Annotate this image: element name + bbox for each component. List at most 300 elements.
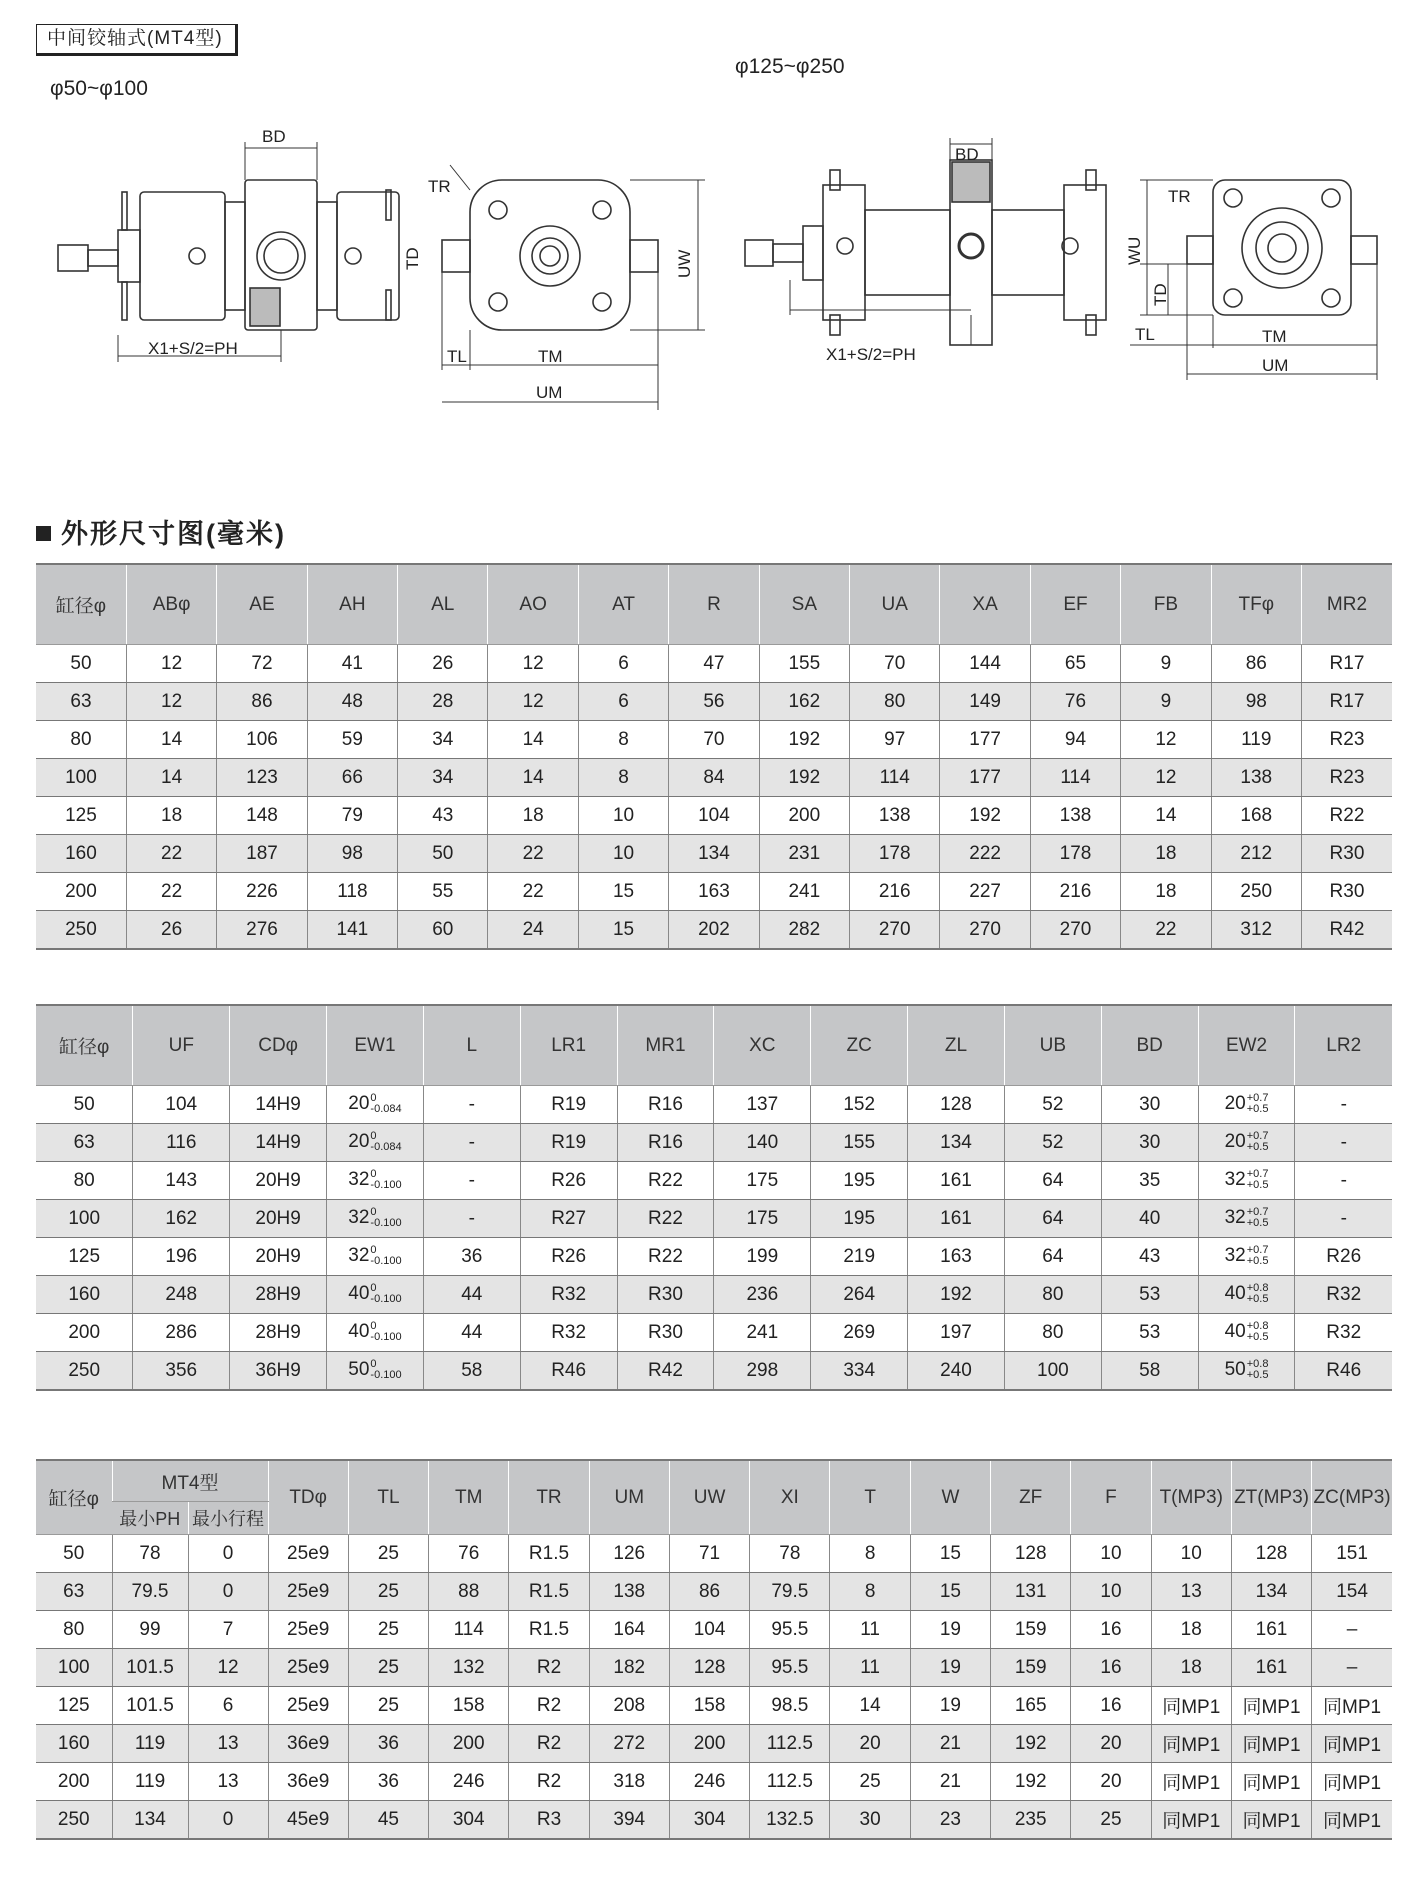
table-cell: 44 xyxy=(423,1314,520,1352)
column-header: MR1 xyxy=(617,1005,714,1086)
table-cell: 34 xyxy=(398,759,488,797)
table-cell: 9 xyxy=(1121,683,1211,721)
table-cell: 132.5 xyxy=(750,1801,830,1840)
table-cell: 128 xyxy=(1231,1535,1311,1573)
table-cell: 178 xyxy=(1030,835,1120,873)
table-cell: R32 xyxy=(520,1314,617,1352)
table-cell: 104 xyxy=(669,797,759,835)
table-cell: 30 xyxy=(1101,1086,1198,1124)
ew1-cell-lower: -0.100 xyxy=(370,1217,402,1230)
label-um-2: UM xyxy=(1262,356,1289,375)
table-cell: 138 xyxy=(589,1573,669,1611)
column-header: TM xyxy=(429,1460,509,1535)
table-cell: 19 xyxy=(910,1687,990,1725)
label-tr-1: TR xyxy=(428,177,451,196)
table-row xyxy=(36,721,1392,759)
table-cell: 15 xyxy=(578,873,668,911)
table-cell: 200 xyxy=(759,797,849,835)
table-row xyxy=(36,1086,1392,1124)
table-cell: 161 xyxy=(908,1162,1005,1200)
table-cell: 23 xyxy=(910,1801,990,1840)
table-cell: 28H9 xyxy=(230,1314,327,1352)
table-cell: 182 xyxy=(589,1649,669,1687)
table-row xyxy=(36,683,1392,721)
table-cell: R16 xyxy=(617,1124,714,1162)
table-cell: R2 xyxy=(509,1763,589,1801)
table-cell: R2 xyxy=(509,1649,589,1687)
table-cell: 155 xyxy=(759,645,849,683)
table-cell: 134 xyxy=(908,1124,1005,1162)
table-cell: 14 xyxy=(830,1687,910,1725)
table-cell: 28H9 xyxy=(230,1276,327,1314)
ew2-cell-upper: +0.7 xyxy=(1246,1130,1269,1143)
ew2-cell-upper: +0.7 xyxy=(1246,1092,1269,1105)
table-cell: 202 xyxy=(669,911,759,950)
table-cell: 18 xyxy=(1151,1649,1231,1687)
table-cell: 21 xyxy=(910,1763,990,1801)
ew1-cell-base: 50 xyxy=(348,1359,370,1381)
table-cell: 11 xyxy=(830,1649,910,1687)
table-cell: 208 xyxy=(589,1687,669,1725)
column-header: AO xyxy=(488,564,578,645)
column-header: ZF xyxy=(991,1460,1071,1535)
table-cell: 同MP1 xyxy=(1231,1801,1311,1840)
column-header: LR1 xyxy=(520,1005,617,1086)
section-title xyxy=(36,512,286,551)
table-cell: 187 xyxy=(217,835,307,873)
table-cell: 163 xyxy=(908,1238,1005,1276)
table-cell: 80 xyxy=(36,1162,133,1200)
table-row xyxy=(36,873,1392,911)
table-cell: 26 xyxy=(126,911,216,950)
table-cell: 216 xyxy=(1030,873,1120,911)
table-cell: R16 xyxy=(617,1086,714,1124)
table-cell: 158 xyxy=(429,1687,509,1725)
table-cell: 22 xyxy=(488,873,578,911)
table-cell: 131 xyxy=(991,1573,1071,1611)
column-header: FB xyxy=(1121,564,1211,645)
ew2-cell-lower: +0.5 xyxy=(1246,1141,1269,1154)
column-header: EW1 xyxy=(327,1005,424,1086)
table-cell: 178 xyxy=(850,835,940,873)
table-cell: 56 xyxy=(669,683,759,721)
column-header: UF xyxy=(133,1005,230,1086)
table-cell: 25 xyxy=(348,1573,428,1611)
table-cell: 144 xyxy=(940,645,1030,683)
table-cell: 250 xyxy=(36,1801,112,1840)
column-header: ZL xyxy=(908,1005,1005,1086)
table-cell: 250 xyxy=(36,911,126,950)
table-cell: 98.5 xyxy=(750,1687,830,1725)
table-row xyxy=(36,1801,1392,1840)
ew1-cell-upper: 0 xyxy=(370,1244,377,1257)
table-cell: 44 xyxy=(423,1276,520,1314)
table-cell: 155 xyxy=(811,1124,908,1162)
table-cell: 64 xyxy=(1004,1162,1101,1200)
ew1-cell xyxy=(327,1352,424,1391)
mount-type-title: 中间铰轴式(MT4型) xyxy=(36,24,238,56)
ew2-cell-tolerance xyxy=(1247,1169,1269,1191)
ew2-cell-lower: +0.5 xyxy=(1246,1369,1269,1382)
ew2-cell-tolerance xyxy=(1247,1359,1269,1381)
ew1-cell-base: 20 xyxy=(348,1093,370,1115)
table-cell: R2 xyxy=(509,1725,589,1763)
table-row xyxy=(36,1535,1392,1573)
ew2-cell xyxy=(1198,1162,1295,1200)
ew2-cell-lower: +0.5 xyxy=(1246,1293,1269,1306)
ew1-cell-base: 40 xyxy=(348,1283,370,1305)
ew1-cell-upper: 0 xyxy=(370,1358,377,1371)
table-cell: R30 xyxy=(1301,835,1392,873)
table-cell: 138 xyxy=(850,797,940,835)
table-cell: 112.5 xyxy=(750,1763,830,1801)
column-header: W xyxy=(910,1460,990,1535)
table-cell: 304 xyxy=(669,1801,749,1840)
table-cell: R32 xyxy=(1295,1314,1392,1352)
ew2-cell xyxy=(1198,1352,1295,1391)
table-cell: 164 xyxy=(589,1611,669,1649)
table-cell: 同MP1 xyxy=(1231,1687,1311,1725)
table-cell: 175 xyxy=(714,1162,811,1200)
table-cell: 50 xyxy=(36,1535,112,1573)
table-cell: 114 xyxy=(429,1611,509,1649)
table-cell: 219 xyxy=(811,1238,908,1276)
column-header: AE xyxy=(217,564,307,645)
table-cell: 36 xyxy=(348,1763,428,1801)
table-cell: 97 xyxy=(850,721,940,759)
table-cell: 24 xyxy=(488,911,578,950)
table-cell: R42 xyxy=(617,1352,714,1391)
column-subheader: 最小行程 xyxy=(188,1502,268,1535)
label-bd-2: BD xyxy=(955,145,979,164)
ew1-cell-tolerance xyxy=(370,1207,401,1229)
table-cell: 10 xyxy=(1151,1535,1231,1573)
table-cell: R22 xyxy=(617,1162,714,1200)
table-cell: 25 xyxy=(1071,1801,1151,1840)
table-cell: 19 xyxy=(910,1611,990,1649)
label-wu-2: WU xyxy=(1125,236,1144,265)
table-cell: 119 xyxy=(112,1763,188,1801)
ew2-cell xyxy=(1198,1238,1295,1276)
table-header-row xyxy=(36,1005,1392,1086)
label-td-2: TD xyxy=(1151,283,1170,306)
column-header: EW2 xyxy=(1198,1005,1295,1086)
table-cell: R30 xyxy=(1301,873,1392,911)
ew1-cell-upper: 0 xyxy=(370,1130,377,1143)
ew2-cell-base: 20 xyxy=(1224,1131,1246,1153)
table-cell: 0 xyxy=(188,1535,268,1573)
ew1-cell-tolerance xyxy=(370,1131,401,1153)
table-cell: 165 xyxy=(991,1687,1071,1725)
ew2-cell-lower: +0.5 xyxy=(1246,1217,1269,1230)
table-cell: 7 xyxy=(188,1611,268,1649)
table-cell: 195 xyxy=(811,1200,908,1238)
column-header: SA xyxy=(759,564,849,645)
table-cell: 12 xyxy=(126,645,216,683)
column-header: T xyxy=(830,1460,910,1535)
table-cell: 276 xyxy=(217,911,307,950)
table-cell: 25 xyxy=(348,1649,428,1687)
ew2-cell-base: 32 xyxy=(1224,1207,1246,1229)
ew2-cell-base: 40 xyxy=(1224,1283,1246,1305)
table-cell: 43 xyxy=(1101,1238,1198,1276)
table-cell: 159 xyxy=(991,1611,1071,1649)
table-cell: 248 xyxy=(133,1276,230,1314)
table-cell: 79 xyxy=(307,797,397,835)
column-header: 缸径φ xyxy=(36,1005,133,1086)
table-cell: 18 xyxy=(1121,835,1211,873)
column-header: AT xyxy=(578,564,668,645)
table-cell: 226 xyxy=(217,873,307,911)
table-cell: 36 xyxy=(423,1238,520,1276)
table-cell: 13 xyxy=(188,1725,268,1763)
table-cell: 99 xyxy=(112,1611,188,1649)
ew1-cell-base: 32 xyxy=(348,1207,370,1229)
table-row xyxy=(36,1763,1392,1801)
table-cell: 264 xyxy=(811,1276,908,1314)
column-header: LR2 xyxy=(1295,1005,1392,1086)
ew2-cell-tolerance xyxy=(1247,1207,1269,1229)
table-cell: 112.5 xyxy=(750,1725,830,1763)
table-cell: 26 xyxy=(398,645,488,683)
table-cell: 161 xyxy=(1231,1611,1311,1649)
table-cell: 119 xyxy=(1211,721,1301,759)
ew2-cell xyxy=(1198,1276,1295,1314)
section-bullet xyxy=(36,526,51,541)
table-cell: R1.5 xyxy=(509,1535,589,1573)
table-cell: 14 xyxy=(126,721,216,759)
table-cell: 65 xyxy=(1030,645,1120,683)
table-cell: 235 xyxy=(991,1801,1071,1840)
table-cell: 同MP1 xyxy=(1151,1763,1231,1801)
table-cell: 192 xyxy=(759,721,849,759)
table-cell: 79.5 xyxy=(750,1573,830,1611)
table-cell: 同MP1 xyxy=(1231,1725,1311,1763)
table-cell: 200 xyxy=(36,1763,112,1801)
table-cell: 269 xyxy=(811,1314,908,1352)
table-cell: 13 xyxy=(188,1763,268,1801)
table-cell: 14 xyxy=(126,759,216,797)
table-cell: 270 xyxy=(1030,911,1120,950)
table-cell: 34 xyxy=(398,721,488,759)
table-cell: R32 xyxy=(520,1276,617,1314)
ew2-cell xyxy=(1198,1200,1295,1238)
table-cell: R26 xyxy=(520,1162,617,1200)
table-cell: 64 xyxy=(1004,1200,1101,1238)
table-cell: 199 xyxy=(714,1238,811,1276)
table-cell: 15 xyxy=(578,911,668,950)
table-cell: 80 xyxy=(36,721,126,759)
table-cell: 159 xyxy=(991,1649,1071,1687)
table-cell: 143 xyxy=(133,1162,230,1200)
column-header-bore: 缸径φ xyxy=(36,1460,112,1535)
table-cell: 356 xyxy=(133,1352,230,1391)
table-cell: 6 xyxy=(188,1687,268,1725)
table-cell: 8 xyxy=(578,721,668,759)
table-cell: 11 xyxy=(830,1611,910,1649)
column-header: XA xyxy=(940,564,1030,645)
column-header: EF xyxy=(1030,564,1120,645)
table-cell: 177 xyxy=(940,721,1030,759)
table-cell: - xyxy=(1295,1162,1392,1200)
table-cell: 20H9 xyxy=(230,1200,327,1238)
table-cell: R1.5 xyxy=(509,1611,589,1649)
table-cell: 125 xyxy=(36,797,126,835)
ew2-cell-upper: +0.7 xyxy=(1246,1244,1269,1257)
table-cell: 104 xyxy=(133,1086,230,1124)
table-row xyxy=(36,911,1392,950)
ew1-cell-upper: 0 xyxy=(370,1092,377,1105)
table-cell: 119 xyxy=(112,1725,188,1763)
table-cell: 134 xyxy=(112,1801,188,1840)
bore-range-small: φ50~φ100 xyxy=(50,77,148,100)
column-header: ZT(MP3) xyxy=(1231,1460,1311,1535)
ew1-cell-base: 40 xyxy=(348,1321,370,1343)
table-cell: 80 xyxy=(1004,1314,1101,1352)
table-cell: 16 xyxy=(1071,1649,1151,1687)
table-cell: 36H9 xyxy=(230,1352,327,1391)
table-cell: 80 xyxy=(1004,1276,1101,1314)
table-cell: 14 xyxy=(1121,797,1211,835)
table-cell: 114 xyxy=(1030,759,1120,797)
ew2-cell-upper: +0.7 xyxy=(1246,1168,1269,1181)
table-cell: 50 xyxy=(398,835,488,873)
column-header: ZC(MP3) xyxy=(1312,1460,1392,1535)
table-cell: 14 xyxy=(488,721,578,759)
ew1-cell-lower: -0.100 xyxy=(370,1255,402,1268)
table-cell: 25 xyxy=(348,1611,428,1649)
table-cell: R19 xyxy=(520,1086,617,1124)
ew1-cell-tolerance xyxy=(370,1169,401,1191)
label-td-1: TD xyxy=(403,247,422,270)
table-cell: - xyxy=(1295,1124,1392,1162)
table-cell: 318 xyxy=(589,1763,669,1801)
ew1-cell xyxy=(327,1124,424,1162)
dimension-drawings xyxy=(0,130,1425,430)
column-header: UW xyxy=(669,1460,749,1535)
table-cell: 同MP1 xyxy=(1312,1763,1392,1801)
label-um-1: UM xyxy=(536,383,563,402)
table-cell: 138 xyxy=(1211,759,1301,797)
table-cell: 192 xyxy=(991,1763,1071,1801)
ew1-cell-base: 32 xyxy=(348,1169,370,1191)
table-cell: 12 xyxy=(1121,721,1211,759)
table-cell: 同MP1 xyxy=(1312,1725,1392,1763)
ew2-cell-tolerance xyxy=(1247,1321,1269,1343)
table-cell: 28 xyxy=(398,683,488,721)
table-cell: 70 xyxy=(669,721,759,759)
table-row xyxy=(36,1725,1392,1763)
table-cell: 123 xyxy=(217,759,307,797)
table-cell: 25 xyxy=(830,1763,910,1801)
ew1-cell-lower: -0.100 xyxy=(370,1369,402,1382)
table-cell: 160 xyxy=(36,835,126,873)
table-cell: 304 xyxy=(429,1801,509,1840)
table-cell: 270 xyxy=(850,911,940,950)
table-cell: 16 xyxy=(1071,1687,1151,1725)
label-bd-1: BD xyxy=(262,130,286,146)
table-cell: 41 xyxy=(307,645,397,683)
table-cell: 100 xyxy=(36,1200,133,1238)
column-header: TDφ xyxy=(268,1460,348,1535)
table-cell: 58 xyxy=(1101,1352,1198,1391)
ew1-cell xyxy=(327,1314,424,1352)
table-cell: 76 xyxy=(429,1535,509,1573)
table-row xyxy=(36,1200,1392,1238)
ew1-cell-lower: -0.100 xyxy=(370,1179,402,1192)
table-cell: R17 xyxy=(1301,645,1392,683)
column-group-header: MT4型 xyxy=(112,1460,268,1502)
table-cell: R23 xyxy=(1301,721,1392,759)
table-row xyxy=(36,645,1392,683)
table-cell: R22 xyxy=(1301,797,1392,835)
table-cell: 80 xyxy=(36,1611,112,1649)
table-header-row xyxy=(36,564,1392,645)
table-row xyxy=(36,759,1392,797)
ew2-cell-upper: +0.8 xyxy=(1246,1358,1269,1371)
table-cell: 12 xyxy=(126,683,216,721)
ew1-cell-lower: -0.100 xyxy=(370,1293,402,1306)
table-cell: 59 xyxy=(307,721,397,759)
table-cell: 6 xyxy=(578,645,668,683)
column-header: T(MP3) xyxy=(1151,1460,1231,1535)
table-cell: 240 xyxy=(908,1352,1005,1391)
table-row xyxy=(36,1314,1392,1352)
table-cell: R26 xyxy=(1295,1238,1392,1276)
table-cell: - xyxy=(423,1200,520,1238)
table-cell: 60 xyxy=(398,911,488,950)
table-cell: 250 xyxy=(36,1352,133,1391)
table-cell: 282 xyxy=(759,911,849,950)
table-cell: 394 xyxy=(589,1801,669,1840)
ew1-cell xyxy=(327,1276,424,1314)
table-cell: 21 xyxy=(910,1725,990,1763)
table-cell: 86 xyxy=(669,1573,749,1611)
table-cell: 212 xyxy=(1211,835,1301,873)
table-cell: – xyxy=(1312,1611,1392,1649)
table-cell: 116 xyxy=(133,1124,230,1162)
table-cell: 63 xyxy=(36,1573,112,1611)
table-cell: 25 xyxy=(348,1535,428,1573)
table-cell: - xyxy=(1295,1086,1392,1124)
table-cell: R46 xyxy=(520,1352,617,1391)
table-cell: 6 xyxy=(578,683,668,721)
ew2-cell-upper: +0.8 xyxy=(1246,1320,1269,1333)
table-cell: 64 xyxy=(1004,1238,1101,1276)
table-cell: - xyxy=(1295,1200,1392,1238)
table-cell: R3 xyxy=(509,1801,589,1840)
table-cell: 78 xyxy=(750,1535,830,1573)
table-cell: – xyxy=(1312,1649,1392,1687)
table-cell: 86 xyxy=(1211,645,1301,683)
table-cell: 95.5 xyxy=(750,1649,830,1687)
table-cell: 20H9 xyxy=(230,1238,327,1276)
table-cell: 12 xyxy=(488,645,578,683)
table-cell: 25e9 xyxy=(268,1573,348,1611)
ew1-cell xyxy=(327,1162,424,1200)
label-tl-1: TL xyxy=(447,347,467,366)
column-header: TFφ xyxy=(1211,564,1301,645)
table-cell: 197 xyxy=(908,1314,1005,1352)
table-cell: 227 xyxy=(940,873,1030,911)
table-cell: 36 xyxy=(348,1725,428,1763)
table-cell: R26 xyxy=(520,1238,617,1276)
table-cell: 同MP1 xyxy=(1312,1801,1392,1840)
table-cell: 8 xyxy=(830,1573,910,1611)
table-cell: 272 xyxy=(589,1725,669,1763)
table-cell: 151 xyxy=(1312,1535,1392,1573)
column-header: BD xyxy=(1101,1005,1198,1086)
